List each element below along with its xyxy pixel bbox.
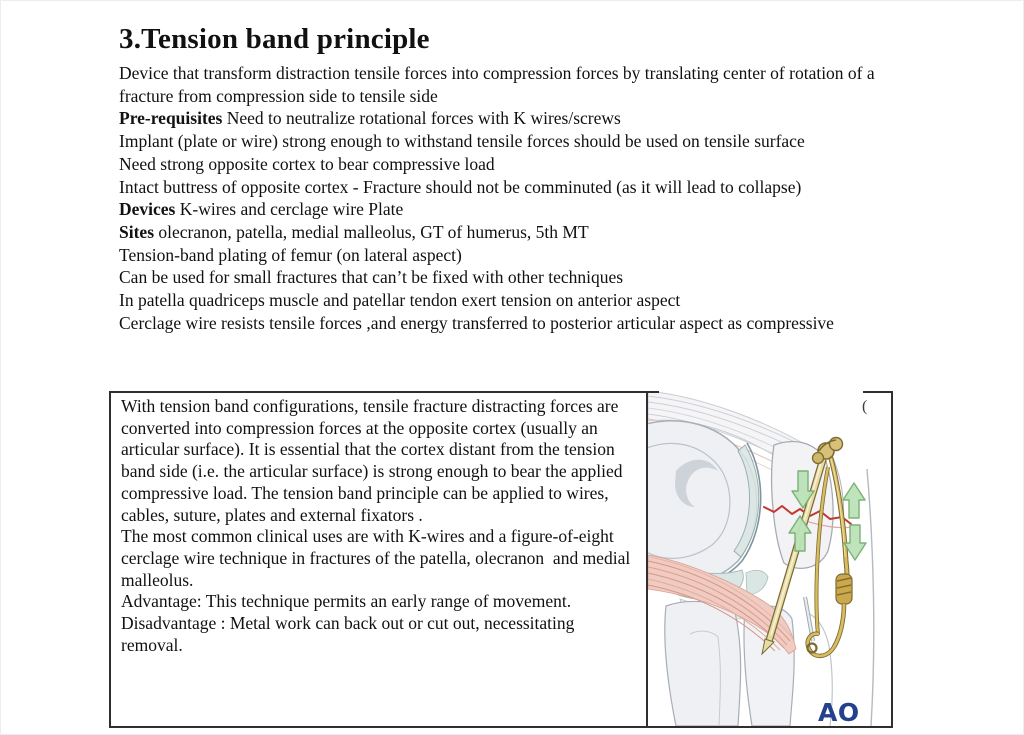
line-text: In patella quadriceps muscle and patellar tendon exert tension on anterior aspect [119, 290, 681, 311]
text-line [119, 266, 917, 289]
intro-text [119, 62, 917, 334]
text-line [119, 130, 917, 153]
box-paragraph: The most common clinical uses are with K-wires and a figure-of-eight cerclage wire technique in fractures of the patella, olecranon and medial malleolus. [121, 526, 635, 590]
stray-paren: ( [862, 398, 868, 415]
text-line [119, 312, 917, 335]
box-paragraph: With tension band configurations, tensile fracture distracting forces are converted into compression forces at the opposite cortex (usually an articular surface). It is essential that the cortex distant from the tension band side (i.e. the articular surface) is strong enough to bear the applied compressive load. The tension band principle can be applied to wires, cables, suture, plates and external fixators . [121, 396, 627, 525]
text-line [119, 289, 917, 312]
line-text: Intact buttress of opposite cortex - Fracture should not be comminuted (as it will lead to collapse) [119, 176, 802, 197]
table-border-stub [863, 391, 891, 393]
table-cell-figure [648, 391, 891, 726]
text-line [119, 244, 917, 267]
info-table [109, 391, 893, 728]
text-line [119, 62, 917, 107]
table-cell-text [111, 393, 648, 726]
box-paragraph: Advantage: This technique permits an early range of movement. [121, 591, 572, 612]
line-text: Can be used for small fractures that can’t be fixed with other techniques [119, 267, 624, 288]
ao-logo: AO [818, 698, 860, 726]
line-text: Need to neutralize rotational forces with K wires/screws [222, 108, 621, 129]
bold-lead: Sites [119, 221, 154, 242]
bold-lead: Pre-requisites [119, 108, 223, 129]
line-text: K-wires and cerclage wire Plate [175, 199, 404, 220]
line-text: Implant (plate or wire) strong enough to withstand tensile forces should be used on tensile surface [119, 131, 805, 152]
line-text: Device that transform distraction tensile forces into compression forces by translating center of rotation of a fracture from compression side to tensile side [119, 63, 880, 106]
line-text: Need strong opposite cortex to bear compressive load [119, 153, 495, 174]
text-line [119, 153, 917, 176]
text-line [119, 198, 917, 221]
text-line [119, 107, 917, 130]
line-text: Cerclage wire resists tensile forces ,and energy transferred to posterior articular aspect as compressive [119, 312, 834, 333]
box-paragraph: Disadvantage : Metal work can back out or cut out, necessitating removal. [121, 613, 579, 655]
line-text: Tension-band plating of femur (on lateral aspect) [119, 244, 462, 265]
page-title: 3.Tension band principle [119, 23, 430, 55]
knee-tension-band-illustration [648, 391, 891, 726]
text-line [119, 221, 917, 244]
table-border-stub [648, 391, 659, 393]
line-text: olecranon, patella, medial malleolus, GT of humerus, 5th MT [154, 221, 589, 242]
text-line [119, 176, 917, 199]
bold-lead: Devices [119, 199, 176, 220]
